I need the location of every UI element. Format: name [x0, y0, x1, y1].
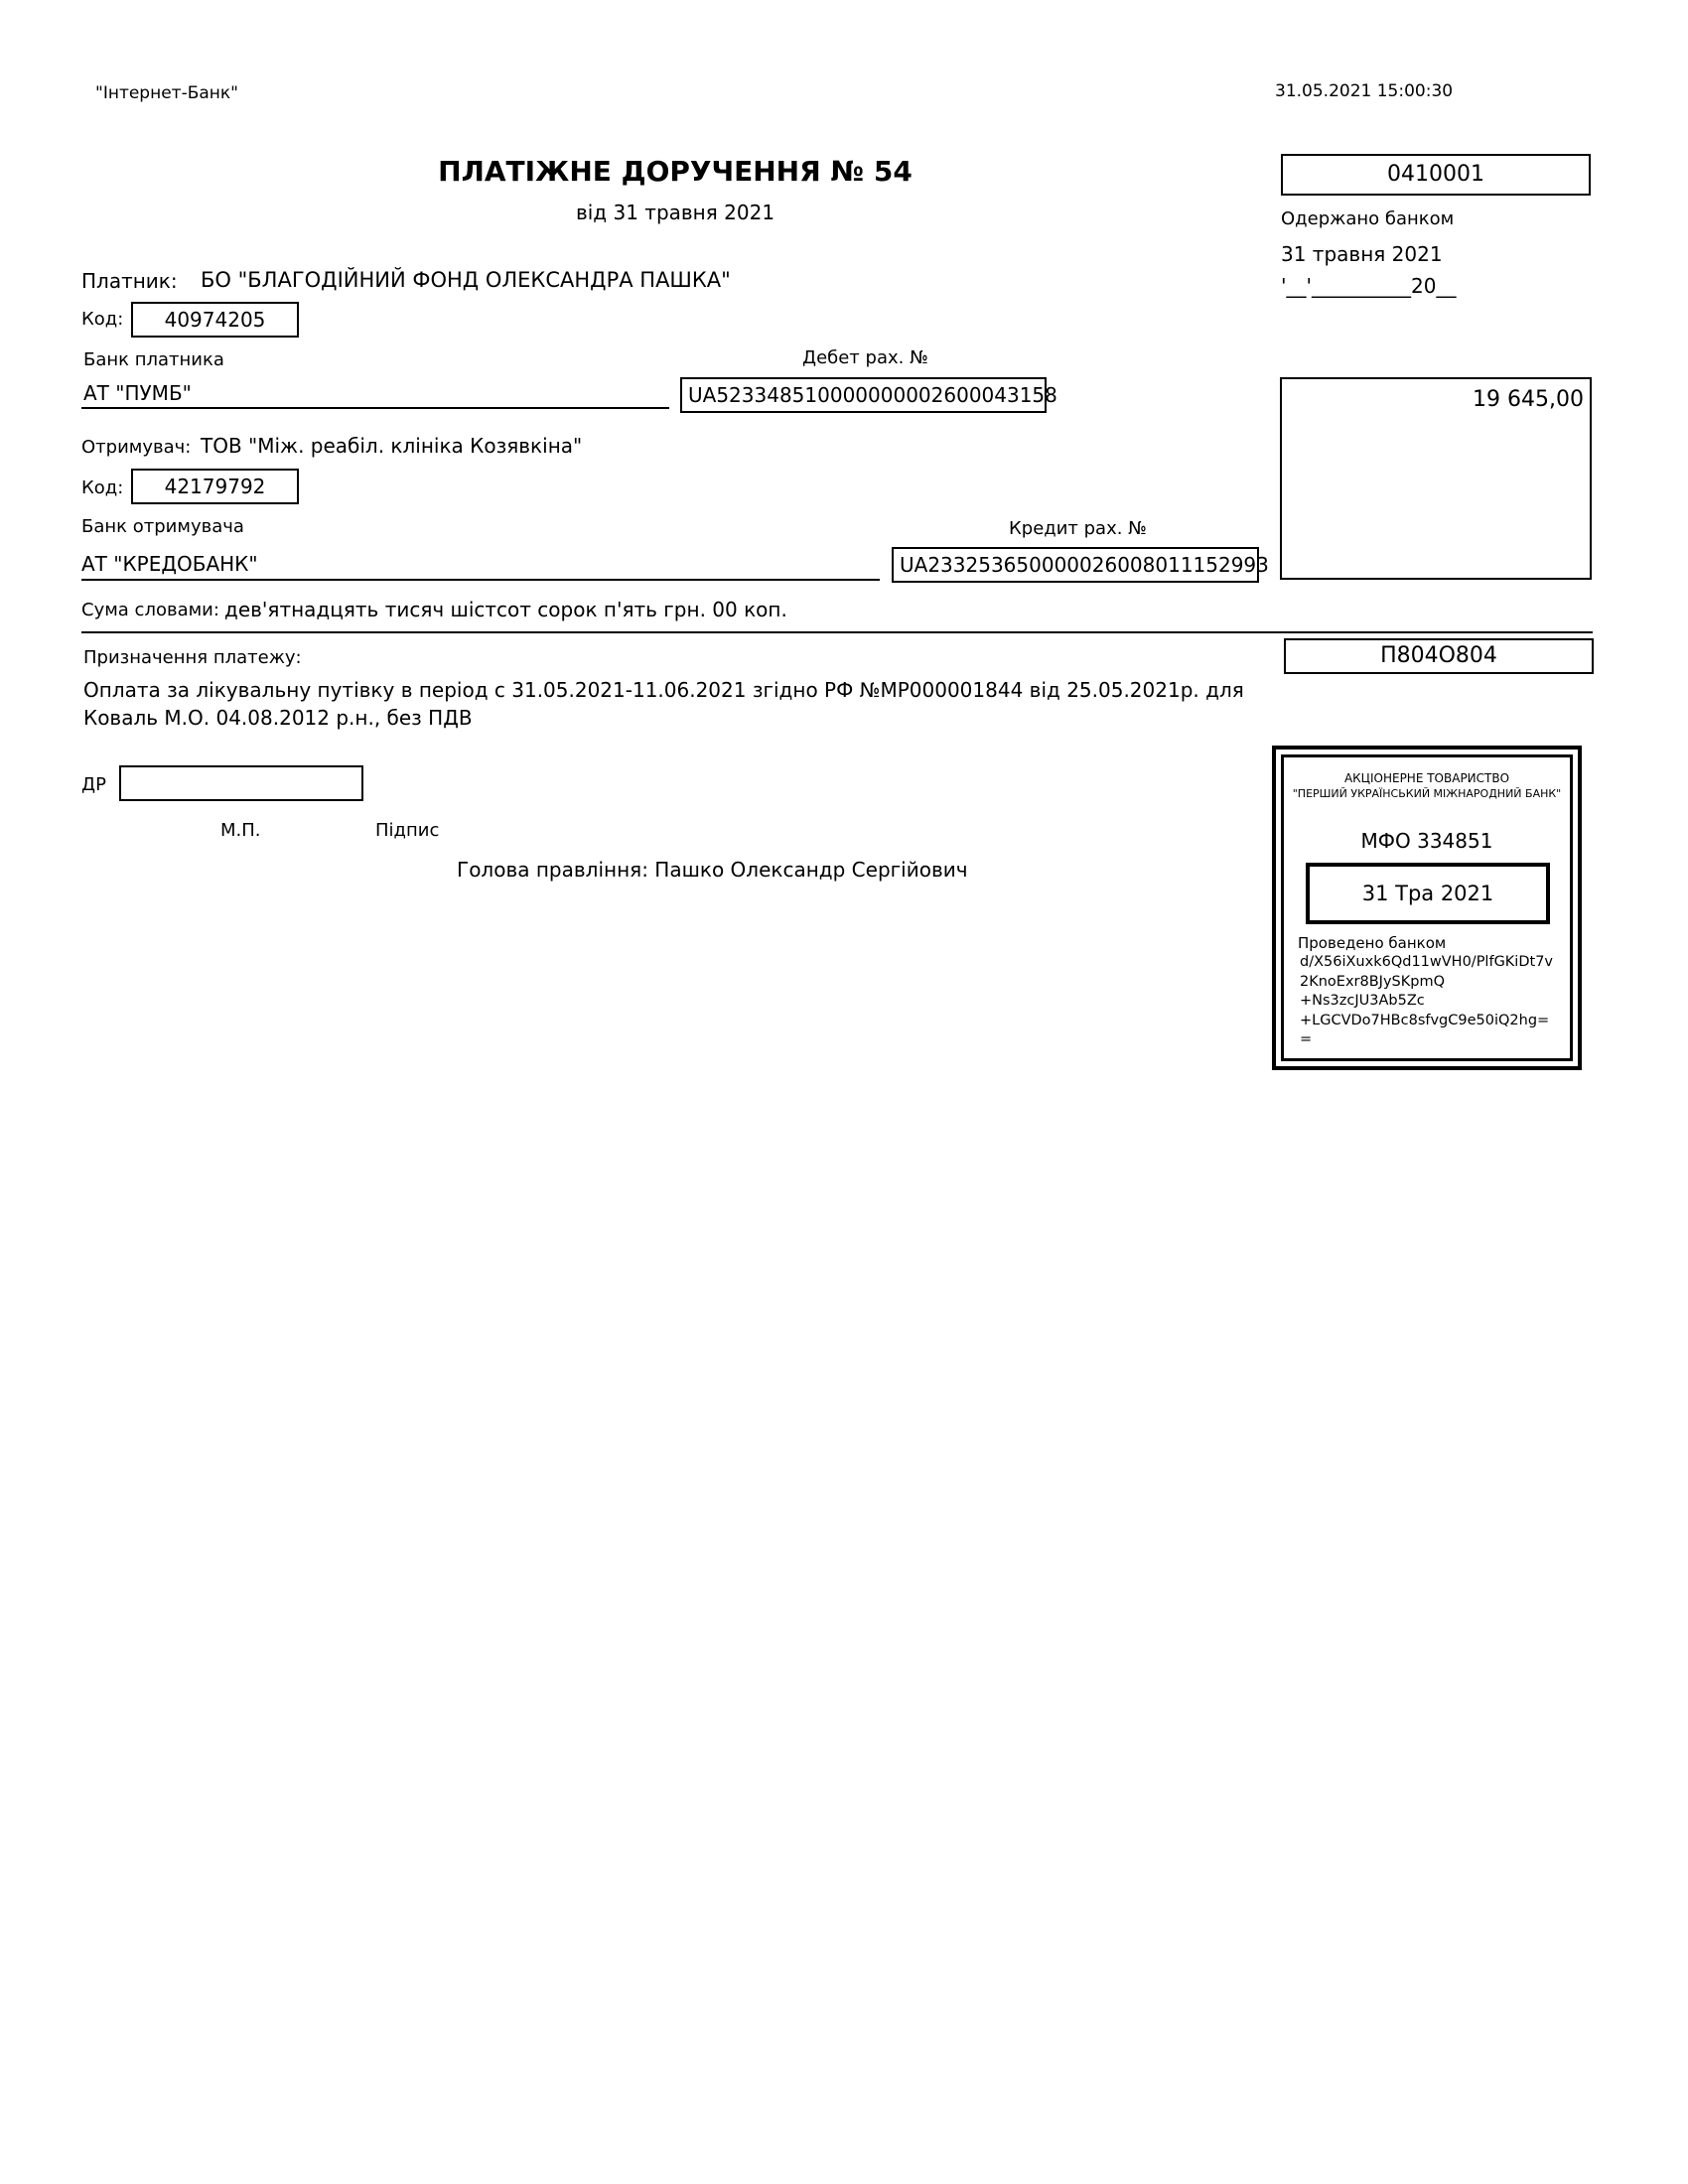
stamp-place-label: М.П. — [220, 820, 261, 841]
purpose-line-1: Оплата за лікувальну путівку в період с 31.05.2021-11.06.2021 згідно РФ №МР000001844 від 25.05.2021р. для — [83, 678, 1244, 702]
amount-words: дев'ятнадцять тисяч шістсот сорок п'ять грн. 00 коп. — [224, 598, 787, 621]
purpose-code: П804О804 — [1380, 643, 1497, 668]
recipient-bank-label: Банк отримувача — [81, 516, 244, 537]
recipient-label: Отримувач: — [81, 437, 192, 458]
debit-account: UA523348510000000002600043158 — [688, 383, 1057, 407]
stamp-hash-line-5: = — [1300, 1031, 1313, 1047]
received-date: 31 травня 2021 — [1281, 242, 1443, 266]
stamp-bank-line-2: "ПЕРШИЙ УКРАЇНСЬКИЙ МІЖНАРОДНИЙ БАНК" — [1292, 787, 1562, 800]
debit-account-box — [680, 377, 1057, 413]
stamp-hash-line-4: +LGCVDo7HBc8sfvgC9e50iQ2hg= — [1300, 1012, 1550, 1028]
recipient-bank: АТ "КРЕДОБАНК" — [81, 552, 258, 576]
dr-label: ДР — [81, 774, 106, 795]
credit-account-box — [892, 547, 1269, 583]
purpose-line-2: Коваль М.О. 04.08.2012 р.н., без ПДВ — [83, 706, 473, 730]
purpose-label: Призначення платежу: — [83, 647, 302, 668]
payer-bank-label: Банк платника — [83, 349, 224, 370]
document-date: від 31 травня 2021 — [575, 201, 775, 224]
payer-bank: АТ "ПУМБ" — [83, 381, 192, 405]
stamp-processed-label: Проведено банком — [1298, 934, 1447, 952]
stamp-date: 31 Тра 2021 — [1361, 882, 1494, 905]
payer-code: 40974205 — [164, 308, 266, 332]
debit-label: Дебет рах. № — [802, 347, 928, 368]
head-of-board: Голова правління: Пашко Олександр Сергійович — [457, 858, 968, 882]
page-title: ПЛАТІЖНЕ ДОРУЧЕННЯ № 54 — [438, 155, 913, 188]
received-label: Одержано банком — [1281, 208, 1455, 229]
amount-value: 19 645,00 — [1473, 387, 1584, 412]
form-code-box — [1281, 154, 1591, 196]
received-blank: '__'__________20__ — [1281, 274, 1457, 298]
recipient-code-label: Код: — [81, 478, 124, 498]
amount-box — [1280, 377, 1592, 580]
recipient-name: ТОВ "Між. реабіл. клініка Козявкіна" — [201, 434, 583, 458]
recipient-code: 42179792 — [164, 475, 266, 498]
bank-stamp — [1272, 746, 1582, 1070]
recipient-code-box — [131, 469, 299, 504]
amount-words-label: Сума словами: — [81, 600, 219, 620]
stamp-bank-line-1: АКЦІОНЕРНЕ ТОВАРИСТВО — [1343, 771, 1510, 785]
system-name: "Інтернет-Банк" — [95, 83, 238, 103]
stamp-hash-line-3: +Ns3zcJU3Ab5Zc — [1300, 993, 1425, 1009]
payer-label: Платник: — [81, 269, 178, 293]
payer-code-box — [131, 302, 299, 338]
bank-stamp-inner — [1281, 754, 1573, 1061]
form-code: 0410001 — [1387, 162, 1484, 187]
signature-label: Підпис — [375, 820, 440, 841]
stamp-hash-line-2: 2KnoExr8BJySKpmQ — [1300, 973, 1445, 990]
stamp-mfo: МФО 334851 — [1360, 829, 1493, 853]
payer-name: БО "БЛАГОДІЙНИЙ ФОНД ОЛЕКСАНДРА ПАШКА" — [201, 268, 731, 292]
stamp-hash — [1300, 953, 1553, 1050]
payer-bank-underline — [81, 407, 669, 409]
stamp-date-box — [1306, 863, 1550, 924]
section-divider — [81, 631, 1593, 633]
purpose-code-box — [1284, 638, 1594, 674]
stamp-hash-line-1: d/X56iXuxk6Qd11wVH0/PlfGKiDt7v — [1300, 954, 1553, 970]
recipient-bank-underline — [81, 579, 880, 581]
dr-box — [119, 765, 363, 801]
payer-code-label: Код: — [81, 309, 124, 330]
credit-account: UA233253650000026008011152993 — [900, 553, 1269, 577]
print-timestamp: 31.05.2021 15:00:30 — [1275, 81, 1454, 101]
credit-label: Кредит рах. № — [1009, 518, 1147, 539]
